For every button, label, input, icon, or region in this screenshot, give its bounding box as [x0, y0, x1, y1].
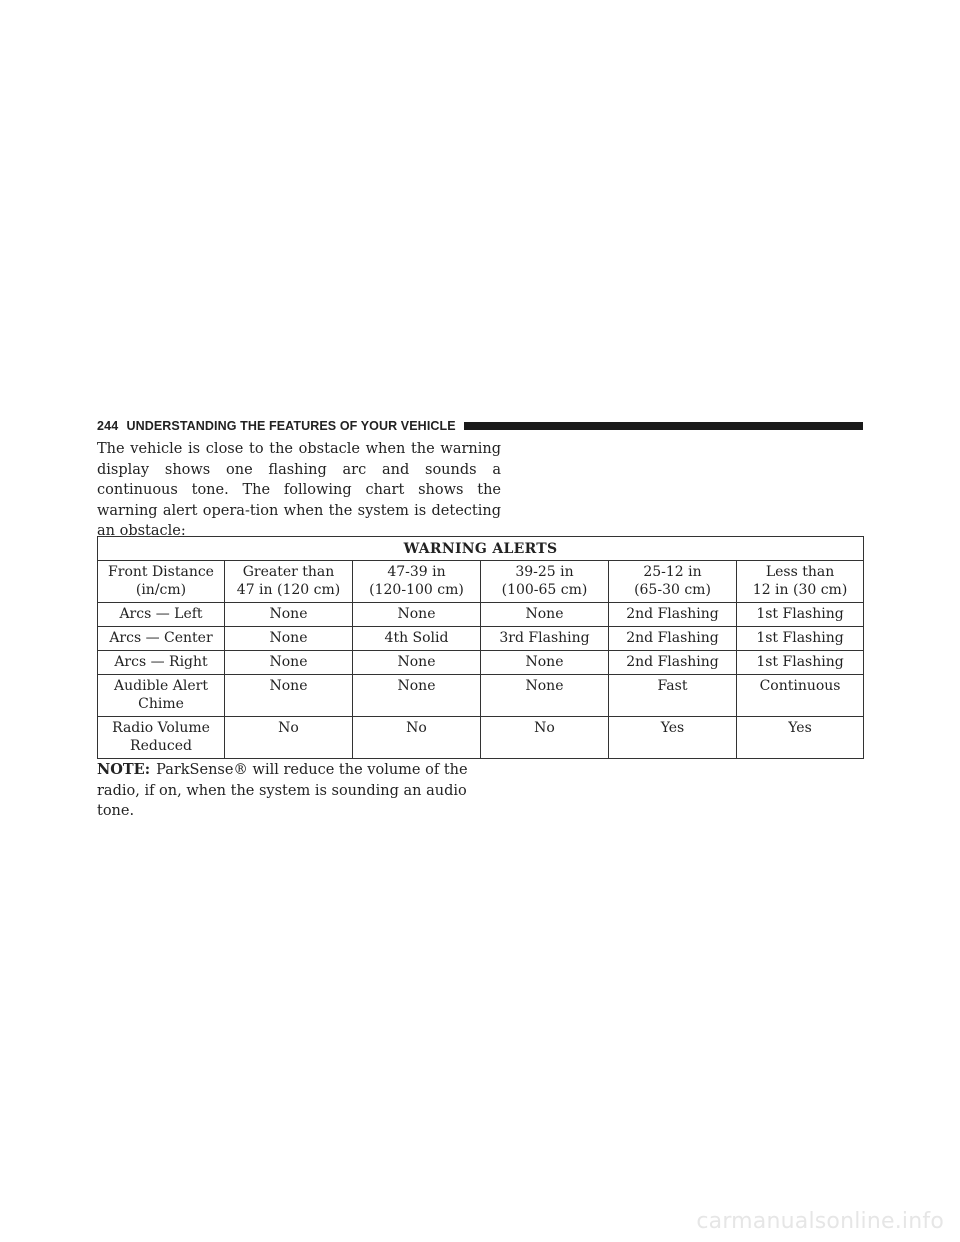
cell-text: 2nd Flashing [626, 630, 719, 646]
table-row [98, 651, 864, 675]
cell-text: Arcs — Center [109, 630, 213, 646]
cell-text: Radio Volume [112, 720, 210, 736]
page-number: 244 [97, 419, 119, 433]
table-cell [481, 675, 609, 717]
table-cell [353, 603, 481, 627]
cell-text: Reduced [130, 738, 192, 754]
cell-text: Yes [788, 720, 812, 736]
cell-text: None [269, 678, 308, 694]
table-cell [609, 675, 737, 717]
cell-text: 39-25 in [515, 564, 574, 580]
table-row [98, 717, 864, 759]
cell-text: Continuous [759, 678, 841, 694]
table-cell [481, 717, 609, 759]
cell-text: 1st Flashing [756, 606, 844, 622]
intro-paragraph: The vehicle is close to the obstacle when the warning display shows one flashing arc and sounds a continuous tone. The following chart shows the warning alert opera-tion when the system is detecting an obstacle: [97, 441, 501, 539]
table-cell [225, 561, 353, 603]
table-cell [225, 603, 353, 627]
cell-text: Audible Alert [114, 678, 208, 694]
cell-text: Arcs — Left [119, 606, 203, 622]
cell-text: 1st Flashing [756, 654, 844, 670]
table-row-label [98, 717, 225, 759]
header-rule [464, 422, 863, 430]
watermark: carmanualsonline.info [696, 1209, 944, 1234]
cell-text: 25-12 in [643, 564, 702, 580]
warning-alerts-table [97, 536, 864, 759]
cell-text: None [525, 654, 564, 670]
cell-text: 47 in (120 cm) [236, 582, 341, 598]
table-header-row [98, 561, 864, 603]
cell-text: (65-30 cm) [634, 582, 711, 598]
table-row-label [98, 675, 225, 717]
table-row-label [98, 603, 225, 627]
cell-text: 47-39 in [387, 564, 446, 580]
cell-text: (in/cm) [135, 582, 187, 598]
table-cell [353, 651, 481, 675]
table-cell [609, 651, 737, 675]
table-row [98, 675, 864, 717]
cell-text: None [269, 606, 308, 622]
cell-text: 1st Flashing [756, 630, 844, 646]
table-cell [353, 675, 481, 717]
table-cell [481, 651, 609, 675]
table-cell [481, 627, 609, 651]
table-cell [353, 561, 481, 603]
table-cell [481, 603, 609, 627]
table-cell [353, 717, 481, 759]
cell-text: Less than [765, 564, 835, 580]
table-body [98, 561, 864, 759]
note-text: ParkSense® will reduce the volume of the radio, if on, when the system is sounding an audio tone. [97, 762, 468, 819]
cell-text: None [397, 654, 436, 670]
cell-text: None [525, 678, 564, 694]
table-cell [609, 603, 737, 627]
cell-text: Chime [138, 696, 184, 712]
cell-text: Arcs — Right [114, 654, 208, 670]
warning-alerts-table-wrap [97, 536, 863, 759]
cell-text: (120-100 cm) [369, 582, 464, 598]
note-label: NOTE: [97, 761, 151, 778]
table-cell [737, 561, 864, 603]
table-cell [737, 651, 864, 675]
table-cell [225, 675, 353, 717]
table-row-label [98, 627, 225, 651]
cell-text: None [397, 678, 436, 694]
cell-text: None [525, 606, 564, 622]
cell-text: No [406, 720, 427, 736]
table-cell [353, 627, 481, 651]
table-row-label [98, 651, 225, 675]
table-cell [609, 561, 737, 603]
table-cell [225, 627, 353, 651]
cell-text: 2nd Flashing [626, 654, 719, 670]
cell-text: Fast [657, 678, 688, 694]
cell-text: 3rd Flashing [499, 630, 590, 646]
table-cell [225, 717, 353, 759]
page-header [97, 418, 863, 434]
table-cell [737, 675, 864, 717]
cell-text: (100-65 cm) [501, 582, 588, 598]
table-cell [609, 717, 737, 759]
cell-text: No [278, 720, 299, 736]
cell-text: None [397, 606, 436, 622]
table-row [98, 627, 864, 651]
table-cell [737, 627, 864, 651]
table-cell [481, 561, 609, 603]
cell-text: Front Distance [108, 564, 214, 580]
cell-text: 12 in (30 cm) [752, 582, 848, 598]
cell-text: 4th Solid [384, 630, 449, 646]
table-caption-row [98, 537, 864, 561]
table-cell [737, 717, 864, 759]
table-cell [609, 627, 737, 651]
table-row-label [98, 561, 225, 603]
cell-text: None [269, 630, 308, 646]
table-cell [225, 651, 353, 675]
cell-text: Yes [660, 720, 685, 736]
table-row [98, 603, 864, 627]
cell-text: 2nd Flashing [626, 606, 719, 622]
cell-text: No [534, 720, 555, 736]
note [97, 760, 501, 822]
cell-text: Greater than [242, 564, 335, 580]
table-caption: WARNING ALERTS [98, 537, 864, 561]
table-cell [737, 603, 864, 627]
section-title: UNDERSTANDING THE FEATURES OF YOUR VEHICLE [126, 419, 456, 433]
cell-text: None [269, 654, 308, 670]
